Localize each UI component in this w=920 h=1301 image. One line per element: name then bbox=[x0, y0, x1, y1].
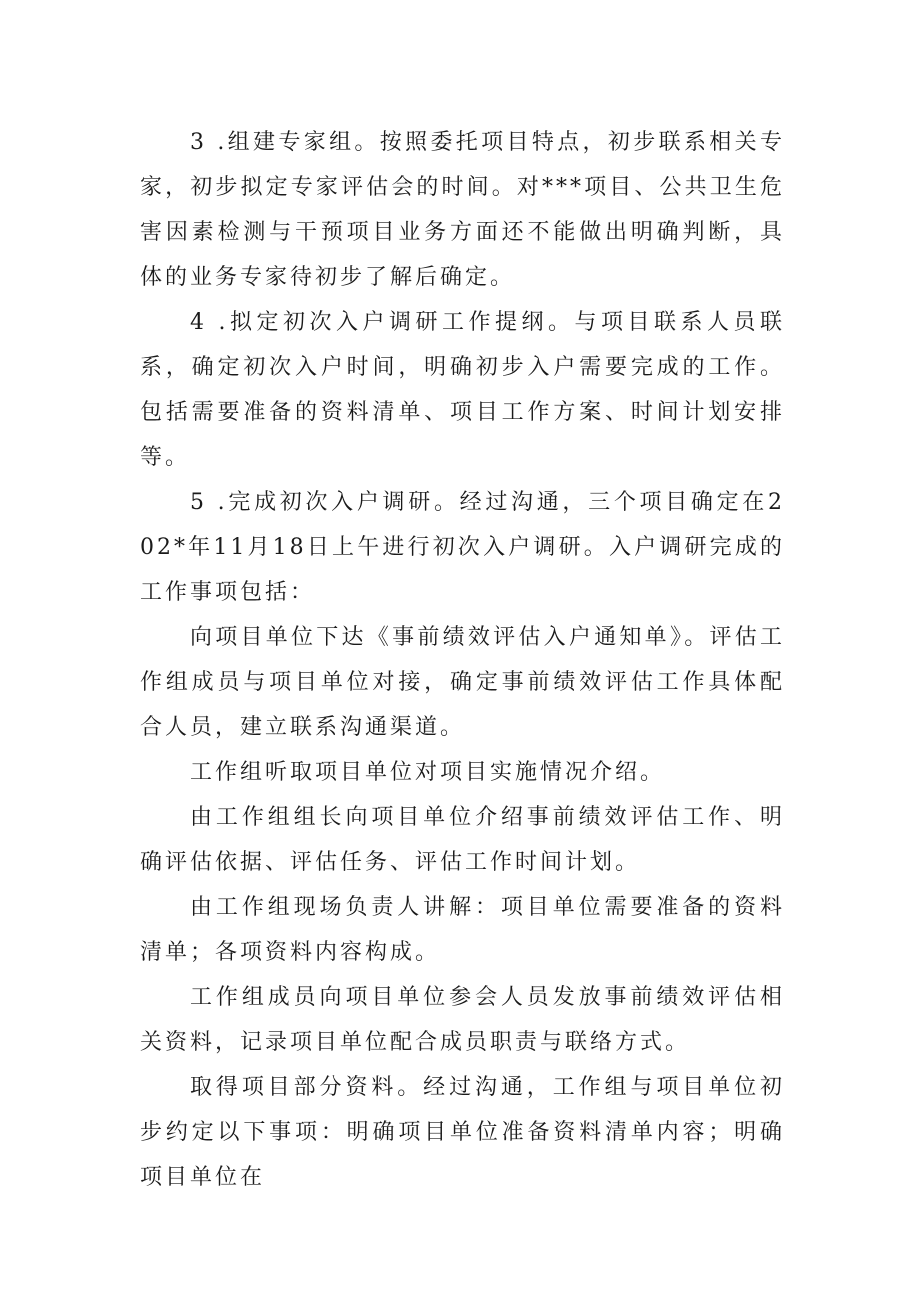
paragraph-leader-introduction: 由工作组组长向项目单位介绍事前绩效评估工作、明确评估依据、评估任务、评估工作时间计划。 bbox=[140, 805, 785, 875]
paragraph-project-briefing: 工作组听取项目单位对项目实施情况介绍。 bbox=[190, 760, 666, 785]
paragraph-step-3: 3 .组建专家组。按照委托项目特点，初步联系相关专家，初步拟定专家评估会的时间。对***项目、公共卫生危害因素检测与干预项目业务方面还不能做出明确判断，具体的业务专家待初步了解后确定。 bbox=[140, 130, 785, 290]
paragraph-onsite-explanation: 由工作组现场负责人讲解：项目单位需要准备的资料清单；各项资料内容构成。 bbox=[140, 895, 785, 965]
paragraph-issue-notice: 向项目单位下达《事前绩效评估入户通知单》。评估工作组成员与项目单位对接，确定事前绩效评估工作具体配合人员，建立联系沟通渠道。 bbox=[140, 625, 785, 740]
paragraph-obtain-materials: 取得项目部分资料。经过沟通，工作组与项目单位初步约定以下事项：明确项目单位准备资料清单内容；明确项目单位在 bbox=[140, 1075, 785, 1190]
paragraph-step-4: 4 .拟定初次入户调研工作提纲。与项目联系人员联系，确定初次入户时间，明确初步入户需要完成的工作。包括需要准备的资料清单、项目工作方案、时间计划安排等。 bbox=[140, 310, 785, 470]
paragraph-step-5: 5 .完成初次入户调研。经过沟通，三个项目确定在202*年11月18日上午进行初次入户调研。入户调研完成的工作事项包括： bbox=[140, 490, 785, 605]
paragraph-distribute-materials: 工作组成员向项目单位参会人员发放事前绩效评估相关资料，记录项目单位配合成员职责与联络方式。 bbox=[140, 985, 785, 1055]
